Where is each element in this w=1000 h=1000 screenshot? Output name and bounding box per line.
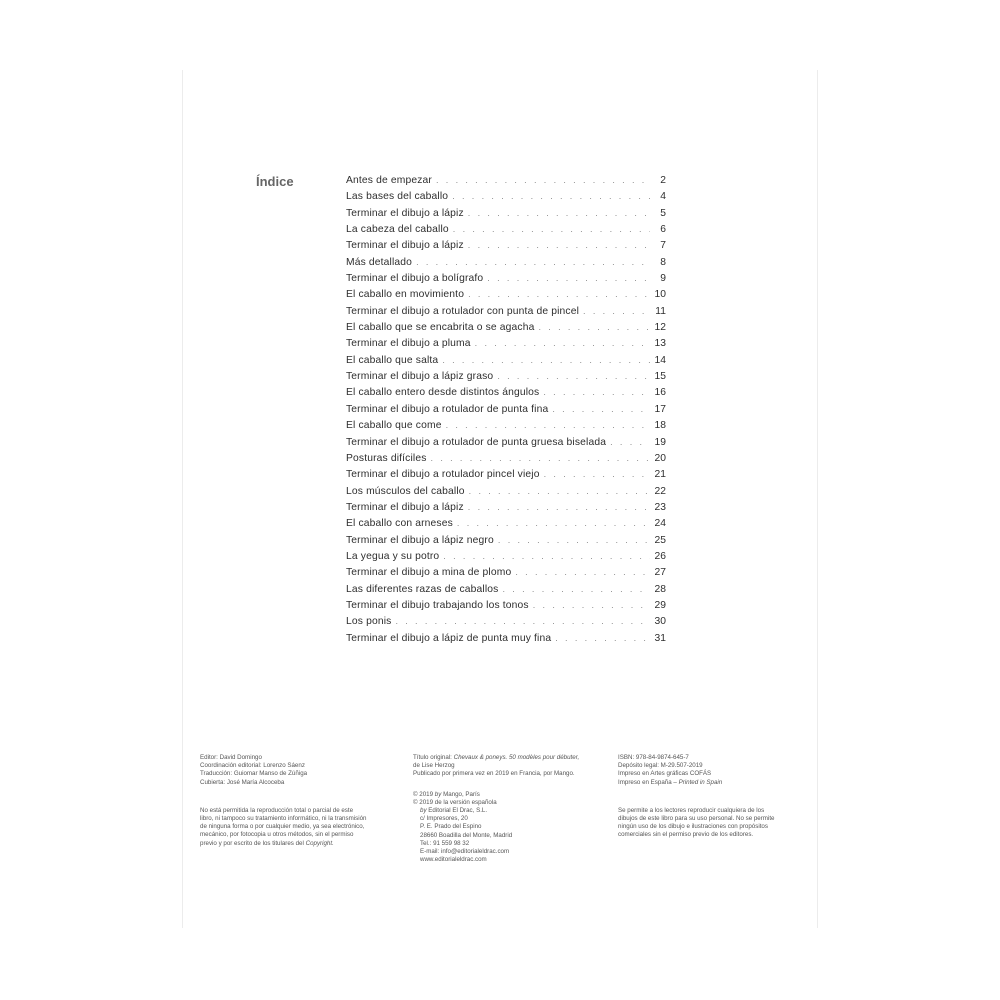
toc-entry-page: 7	[660, 240, 666, 252]
toc-entry	[346, 502, 666, 518]
printed-in	[618, 779, 803, 787]
toc-dot-leader	[610, 437, 650, 447]
publisher-line	[413, 807, 603, 815]
credits-left	[200, 754, 385, 848]
toc-entry-page: 5	[660, 207, 666, 219]
toc-entry	[346, 437, 666, 453]
printed-es: Impreso en España –	[618, 778, 677, 786]
original-title-line	[413, 754, 603, 762]
toc-entry	[346, 240, 666, 256]
toc-entry-page: 19	[654, 436, 666, 448]
toc-entry-page: 6	[660, 224, 666, 236]
toc-dot-leader	[457, 518, 650, 528]
credit-cover: Cubierta: José María Alcoceba	[200, 778, 285, 786]
toc-dot-leader	[498, 535, 650, 545]
toc-entry-title: Antes de empezar	[346, 175, 432, 186]
credit-editor: Editor: David Domingo	[200, 754, 262, 761]
toc-entry-page: 31	[654, 632, 666, 644]
credits-middle	[413, 754, 603, 864]
toc-entry-title: Terminar el dibujo a rotulador pincel viejo	[346, 469, 540, 481]
toc-entry-page: 9	[660, 273, 666, 285]
toc-entry	[346, 289, 666, 305]
toc-dot-leader	[468, 289, 650, 299]
toc-entry-page: 22	[654, 485, 666, 497]
original-title-label: Título original:	[413, 754, 452, 761]
toc-entry-page: 10	[654, 289, 666, 301]
printer: Impreso en Artes gráficas COFÁS	[618, 770, 712, 778]
toc-list	[346, 175, 666, 649]
copyright-original-post: Mango, París	[443, 790, 480, 798]
toc-entry-page: 11	[655, 305, 666, 317]
toc-dot-leader	[475, 338, 650, 348]
toc-entry-page: 30	[654, 616, 666, 628]
toc-entry-page: 21	[654, 469, 666, 481]
toc-entry-title: Terminar el dibujo a rotulador con punta de pincel	[346, 305, 580, 317]
toc-entry	[346, 453, 666, 469]
isbn: ISBN: 978-84-9874-645-7	[618, 754, 689, 761]
toc-dot-leader	[416, 257, 650, 267]
address-line: 28660 Boadilla del Monte, Madrid	[420, 831, 513, 839]
toc-entry	[346, 338, 666, 354]
toc-entry-title: El caballo que se encabrita o se agacha	[346, 322, 535, 334]
notice-line: de ninguna forma o por cualquier medio, ya sea electrónico,	[200, 823, 365, 831]
toc-dot-leader	[468, 208, 650, 218]
toc-entry	[346, 355, 666, 371]
toc-dot-leader	[468, 240, 650, 250]
toc-entry-title: El caballo en movimiento	[346, 289, 465, 301]
notice-line: libro, ni tampoco su tratamiento informático, ni la transmisión	[200, 815, 367, 823]
toc-entry-title: Terminar el dibujo a lápiz negro	[346, 534, 494, 546]
permission-line: ningún uso de los dibujo e ilustraciones con propósitos	[618, 823, 768, 831]
toc-entry-page: 15	[654, 371, 666, 383]
notice-line-last	[200, 840, 385, 848]
publisher-name: Editorial El Drac, S.L.	[428, 807, 488, 815]
toc-entry-title: El caballo que come	[346, 420, 442, 432]
toc-dot-leader	[395, 616, 650, 626]
toc-entry-title: Terminar el dibujo a lápiz	[346, 207, 464, 219]
toc-entry-title: Terminar el dibujo a mina de plomo	[346, 567, 512, 579]
toc-entry	[346, 535, 666, 551]
toc-entry	[346, 584, 666, 600]
original-author: de Lise Herzog	[413, 762, 455, 770]
toc-dot-leader	[453, 224, 650, 234]
toc-dot-leader	[533, 600, 650, 610]
publisher-by: by	[420, 807, 427, 815]
toc-entry-title: Terminar el dibujo a rotulador de punta fina	[346, 403, 549, 415]
toc-entry	[346, 257, 666, 273]
permission-line: Se permite a los lectores reproducir cualquiera de los	[618, 806, 765, 814]
notice-copyright: Copyright.	[305, 839, 334, 847]
toc-entry-title: Terminar el dibujo a pluma	[346, 338, 471, 350]
toc-entry-page: 13	[654, 338, 666, 350]
toc-dot-leader	[436, 175, 650, 185]
email: E-mail: info@editorialeldrac.com	[420, 848, 510, 856]
toc-entry-title: Más detallado	[346, 256, 413, 268]
printed-en: Printed in Spain	[678, 778, 723, 786]
credits-right	[618, 754, 803, 840]
toc-entry	[346, 371, 666, 387]
toc-entry-title: La yegua y su potro	[346, 550, 440, 562]
toc-entry	[346, 273, 666, 289]
toc-entry	[346, 486, 666, 502]
toc-entry-page: 29	[654, 599, 666, 611]
copyright-original	[413, 791, 603, 799]
toc-dot-leader	[555, 633, 650, 643]
toc-entry	[346, 518, 666, 534]
toc-entry-page: 27	[654, 567, 666, 579]
notice-line: mecánico, por fotocopia u otros métodos, sin el permiso	[200, 831, 354, 839]
toc-dot-leader	[515, 567, 650, 577]
toc-entry	[346, 616, 666, 632]
toc-dot-leader	[502, 584, 650, 594]
original-title: Chevaux & poneys. 50 modèles pour débuter,	[453, 754, 580, 761]
toc-entry-page: 16	[654, 387, 666, 399]
toc-entry-title: Terminar el dibujo a bolígrafo	[346, 273, 484, 285]
toc-entry	[346, 567, 666, 583]
toc-dot-leader	[487, 273, 650, 283]
website: www.editorialeldrac.com	[420, 856, 487, 864]
toc-entry-title: Las bases del caballo	[346, 191, 449, 203]
toc-entry-page: 14	[654, 354, 666, 366]
toc-entry	[346, 404, 666, 420]
toc-entry-title: Terminar el dibujo a lápiz	[346, 240, 464, 252]
toc-entry-title: Terminar el dibujo a lápiz	[346, 501, 464, 513]
notice-line-text: previo y por escrito de los titulares del	[200, 839, 304, 847]
toc-entry-page: 24	[654, 518, 666, 530]
permission-line: comerciales sin el permiso previo de los editores.	[618, 831, 754, 839]
first-published: Publicado por primera vez en 2019 en Francia, por Mango.	[413, 770, 575, 778]
toc-entry	[346, 633, 666, 649]
toc-entry	[346, 306, 666, 322]
toc-entry-page: 28	[654, 583, 666, 595]
toc-entry	[346, 420, 666, 436]
toc-entry-title: El caballo con arneses	[346, 518, 453, 530]
toc-entry-title: El caballo que salta	[346, 354, 439, 366]
address-line: P. E. Prado del Espino	[420, 823, 482, 831]
toc-entry-title: Posturas difíciles	[346, 452, 427, 464]
toc-entry-title: La cabeza del caballo	[346, 224, 449, 236]
toc-entry	[346, 175, 666, 191]
toc-entry-page: 4	[660, 191, 666, 203]
toc-dot-leader	[543, 387, 650, 397]
toc-entry-page: 12	[654, 322, 666, 334]
toc-entry-title: Terminar el dibujo a lápiz de punta muy fina	[346, 632, 552, 644]
toc-entry	[346, 551, 666, 567]
address-line: c/ Impresores, 20	[420, 815, 468, 823]
toc-entry	[346, 387, 666, 403]
toc-entry-title: Terminar el dibujo a rotulador de punta gruesa biselada	[346, 436, 607, 448]
toc-dot-leader	[497, 371, 650, 381]
toc-dot-leader	[468, 502, 650, 512]
toc-dot-leader	[469, 486, 650, 496]
toc-entry	[346, 322, 666, 338]
toc-entry-page: 17	[654, 403, 666, 415]
toc-dot-leader	[443, 551, 650, 561]
toc-dot-leader	[552, 404, 650, 414]
toc-entry	[346, 469, 666, 485]
toc-entry-title: El caballo entero desde distintos ángulos	[346, 387, 540, 399]
toc-entry	[346, 191, 666, 207]
toc-entry-title: Las diferentes razas de caballos	[346, 583, 499, 595]
copyright-spanish: © 2019 de la versión española	[413, 798, 497, 806]
toc-dot-leader	[538, 322, 650, 332]
toc-entry-title: Terminar el dibujo trabajando los tonos	[346, 599, 529, 611]
toc-dot-leader	[583, 306, 650, 316]
toc-entry-page: 20	[654, 452, 666, 464]
toc-entry-title: Terminar el dibujo a lápiz graso	[346, 371, 494, 383]
toc-dot-leader	[446, 420, 650, 430]
copyright-original-pre: © 2019	[413, 790, 434, 798]
toc-entry	[346, 224, 666, 240]
credit-coordination: Coordinación editorial: Lorenzo Sáenz	[200, 762, 305, 770]
toc-entry-page: 2	[660, 175, 666, 186]
toc-entry-page: 18	[654, 420, 666, 432]
toc-entry	[346, 600, 666, 616]
toc-entry-page: 23	[654, 501, 666, 513]
toc-entry-page: 26	[654, 550, 666, 562]
notice-line: No está permitida la reproducción total o parcial de este	[200, 806, 354, 814]
toc-dot-leader	[431, 453, 650, 463]
legal-deposit: Depósito legal: M-29.507-2019	[618, 762, 703, 770]
toc-entry	[346, 208, 666, 224]
copyright-original-by: by	[434, 790, 442, 798]
toc-dot-leader	[442, 355, 650, 365]
toc-dot-leader	[452, 191, 650, 201]
credit-translation: Traducción: Guiomar Manso de Zúñiga	[200, 770, 308, 778]
toc-entry-page: 25	[654, 534, 666, 546]
toc-entry-page: 8	[660, 256, 666, 268]
phone: Tel.: 91 559 98 32	[420, 839, 470, 847]
toc-entry-title: Los músculos del caballo	[346, 485, 465, 497]
permission-line: dibujos de este libro para su uso personal. No se permite	[618, 815, 775, 823]
toc-entry-title: Los ponis	[346, 616, 392, 628]
toc-dot-leader	[544, 469, 650, 479]
toc-heading: Índice	[256, 174, 294, 189]
